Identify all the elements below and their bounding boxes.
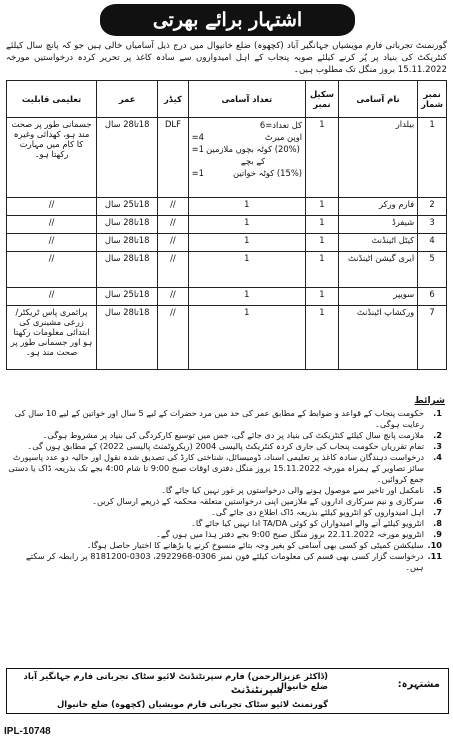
quota-line bbox=[192, 143, 303, 167]
cell-cadre: // bbox=[158, 216, 188, 234]
cell-age: 18تا28 سال bbox=[97, 306, 158, 370]
vacancies-table bbox=[6, 80, 447, 370]
cell-age: 18تا25 سال bbox=[97, 198, 158, 216]
cell-name: شیفرڈ bbox=[338, 216, 417, 234]
cell-num: 1 bbox=[188, 216, 306, 234]
condition-text: انٹرویو کیلئے آنے والے امیدواران کو کوئی TA/DA ادا نہیں کیا جائے گا۔ bbox=[191, 518, 424, 528]
footer-officer-name: (ڈاکٹر عزیزالرحمن) فارم سپرنٹنڈنٹ لائیو سٹاک تجرباتی فارم جہانگیر آباد ضلع خانیوال bbox=[23, 671, 328, 691]
condition-item bbox=[6, 518, 442, 529]
cell-num: 1 bbox=[188, 288, 306, 306]
header-age: عمر bbox=[97, 81, 158, 118]
header-name: نام آسامی bbox=[338, 81, 417, 118]
cell-qualification: // bbox=[7, 252, 97, 288]
cell-scale: 1 bbox=[306, 198, 339, 216]
footer-office: گورنمنٹ لائیو سٹاک تجرباتی فارم مویشیاں (کچھوہ) ضلع خانیوال bbox=[56, 699, 328, 709]
cell-age: 18تا28 سال bbox=[97, 216, 158, 234]
quota-label: (15%) کوٹہ خواتین bbox=[232, 168, 303, 178]
condition-item bbox=[6, 430, 442, 441]
condition-number: 8. bbox=[433, 518, 442, 528]
cell-qualification: // bbox=[7, 216, 97, 234]
cell-cadre: // bbox=[158, 252, 188, 288]
cell-age: 18تا28 سال bbox=[97, 252, 158, 288]
condition-item bbox=[6, 529, 442, 540]
cell-no: 1 bbox=[418, 118, 447, 198]
cell-name: فارم ورکر bbox=[338, 198, 417, 216]
condition-number: 3. bbox=[433, 441, 442, 451]
cell-name: ایری گیشن اٹینڈنٹ bbox=[338, 252, 417, 288]
table-row bbox=[7, 252, 447, 288]
conditions-heading: شرائط bbox=[414, 396, 445, 406]
table-row bbox=[7, 288, 447, 306]
cell-num: 1 bbox=[188, 234, 306, 252]
condition-item bbox=[6, 408, 442, 430]
condition-text: درخواست گزار کسی بھی قسم کی معلومات کیلئے فون نمبر 0306-2922968، 0303-8181200 پر رابطہ کر سکتے ہیں۔ bbox=[25, 551, 424, 572]
condition-item bbox=[6, 507, 442, 518]
quota-line bbox=[192, 167, 303, 179]
condition-text: تمام تقرریاں حکومت پنجاب کی جاری کردہ کنٹریکٹ پالیسی 2004 (ریکروٹمنٹ پالیسی 2022) کے مطابق ہوں گی۔ bbox=[27, 441, 424, 451]
cell-scale: 1 bbox=[306, 288, 339, 306]
cell-qualification: // bbox=[7, 288, 97, 306]
table-header-row bbox=[7, 81, 447, 118]
quota-count: =1 bbox=[191, 144, 204, 154]
cell-cadre: DLF bbox=[158, 118, 188, 198]
cell-age: 18تا28 سال bbox=[97, 118, 158, 198]
cell-scale: 1 bbox=[306, 252, 339, 288]
condition-number: 7. bbox=[433, 507, 442, 517]
cell-cadre: // bbox=[158, 306, 188, 370]
cell-no: 7 bbox=[418, 306, 447, 370]
cell-no: 4 bbox=[418, 234, 447, 252]
cell-num bbox=[188, 118, 306, 198]
condition-text: ملازمت پانچ سال کیلئے کنٹریکٹ کی بنیاد پر دی جائے گی، جس میں توسیع کارکردگی کی بنیاد پر مشروط ہوگی۔ bbox=[42, 430, 424, 440]
quota-count: =1 bbox=[191, 168, 204, 178]
condition-text: حکومت پنجاب کے قواعد و ضوابط کے مطابق عمر کی حد میں مرد حضرات کے لیے 5 سال اور خواتین کے لیے 10 سال کی رعایت ہوگی۔ bbox=[14, 408, 424, 429]
cell-scale: 1 bbox=[306, 216, 339, 234]
quota-label: (20%) کوٹہ بچوں ملازمین کے بچے bbox=[206, 144, 300, 166]
cell-name: ورکشاپ اٹینڈنٹ bbox=[338, 306, 417, 370]
cell-qualification: // bbox=[7, 234, 97, 252]
quota-label: اوپن میرٹ bbox=[264, 132, 303, 142]
table-row bbox=[7, 234, 447, 252]
footer-box bbox=[6, 668, 449, 714]
cell-age: 18تا28 سال bbox=[97, 234, 158, 252]
cell-no: 2 bbox=[418, 198, 447, 216]
advertiser-label: مشتہرہ: bbox=[397, 679, 440, 690]
condition-number: 9. bbox=[433, 529, 442, 539]
table-row bbox=[7, 216, 447, 234]
quota-total: کل تعداد=6 bbox=[259, 120, 303, 130]
cell-scale: 1 bbox=[306, 118, 339, 198]
table-row bbox=[7, 118, 447, 198]
header-qualification: تعلیمی قابلیت bbox=[7, 81, 97, 118]
cell-scale: 1 bbox=[306, 306, 339, 370]
cell-no: 6 bbox=[418, 288, 447, 306]
condition-item bbox=[6, 452, 442, 485]
conditions-list bbox=[6, 408, 453, 573]
condition-item bbox=[6, 540, 442, 551]
quota-line bbox=[192, 131, 303, 143]
cell-name: کیٹل اٹینڈنٹ bbox=[338, 234, 417, 252]
page-title-banner bbox=[100, 4, 355, 36]
cell-cadre: // bbox=[158, 234, 188, 252]
condition-text: سلیکشن کمیٹی کو کسی بھی آسامی کو بغیر وجہ بتائے منسوخ کرنے یا بڑھانے کا اختیار حاصل ہوگا۔ bbox=[86, 540, 424, 550]
cell-num: 1 bbox=[188, 252, 306, 288]
condition-text: نامکمل اور تاخیر سے موصول ہونے والی درخواستوں پر غور نہیں کیا جائے گا۔ bbox=[161, 485, 424, 495]
condition-text: انٹرویو مورخہ 22.11.2022 بروز منگل صبح 9:00 بجے دفتر ہذا میں ہوں گے۔ bbox=[156, 529, 424, 539]
condition-number: 4. bbox=[433, 452, 442, 462]
condition-item bbox=[6, 441, 442, 452]
condition-number: 6. bbox=[433, 496, 442, 506]
header-no: نمبر شمار bbox=[418, 81, 447, 118]
condition-item bbox=[6, 485, 442, 496]
table-row bbox=[7, 306, 447, 370]
footer-designation: سپرنٹنڈنٹ bbox=[230, 685, 283, 696]
condition-item bbox=[6, 551, 442, 573]
cell-age: 18تا25 سال bbox=[97, 288, 158, 306]
condition-number: 1. bbox=[433, 408, 442, 418]
intro-paragraph: گورنمنٹ تجرباتی فارم مویشیاں جہانگیر آباد (کچھوہ) ضلع خانیوال میں درج ذیل آسامیاں خالی ہیں جو کہ پانچ سال کیلئے کنٹریکٹ کی بنیاد پر پُر کرنے کیلئے صوبہ پنجاب کے اہل امیدواروں سے سادہ کاغذ پر تحریر کردہ درخواستیں مورخہ 15.11.2022 بروز منگل تک مطلوب ہیں۔ bbox=[6, 41, 447, 75]
cell-qualification: // bbox=[7, 198, 97, 216]
condition-text: اہل امیدواروں کو انٹرویو کیلئے بذریعہ ڈاک اطلاع دی جائے گی۔ bbox=[211, 507, 424, 517]
condition-text: سرکاری و نیم سرکاری اداروں کے ملازمین اپنی درخواستیں متعلقہ محکمہ کے ذریعے ارسال کریں۔ bbox=[92, 496, 424, 506]
header-scale: سکیل نمبر bbox=[306, 81, 339, 118]
condition-number: 11. bbox=[427, 551, 442, 561]
ipl-code: IPL-10748 bbox=[4, 726, 51, 737]
cell-qualification: جسمانی طور پر صحت مند ہو، کھدائی وغیرہ کا کام میں مہارت رکھتا ہو۔ bbox=[7, 118, 97, 198]
cell-scale: 1 bbox=[306, 234, 339, 252]
header-cadre: کیڈر bbox=[158, 81, 188, 118]
condition-number: 2. bbox=[433, 430, 442, 440]
cell-num: 1 bbox=[188, 198, 306, 216]
cell-no: 3 bbox=[418, 216, 447, 234]
condition-text: درخواست دہندگان سادہ کاغذ پر تعلیمی اسناد، ڈومیسائل، شناختی کارڈ کی تصدیق شدہ نقول اور حالیہ دو عدد پاسپورٹ سائز تصاویر کے ہمراہ مورخہ 15.11.2022 بروز منگل دفتری اوقات صبح 9:00 تا شام 4:00 بجے تک بذریعہ ڈاک یا دستی جمع کروائیں۔ bbox=[8, 452, 424, 484]
header-num: تعداد آسامی bbox=[188, 81, 306, 118]
cell-qualification: پرائمری پاس ٹریکٹر/زرعی مشینری کی ابتدائی معلومات رکھتا ہو اور جسمانی طور پر صحت مند ہو۔ bbox=[7, 306, 97, 370]
page-title: اشتہار برائے بھرتی bbox=[152, 9, 303, 31]
cell-name: سویپر bbox=[338, 288, 417, 306]
cell-no: 5 bbox=[418, 252, 447, 288]
cell-name: بیلدار bbox=[338, 118, 417, 198]
cell-cadre: // bbox=[158, 288, 188, 306]
condition-number: 5. bbox=[433, 485, 442, 495]
cell-cadre: // bbox=[158, 198, 188, 216]
condition-number: 10. bbox=[427, 540, 442, 550]
condition-item bbox=[6, 496, 442, 507]
cell-num: 1 bbox=[188, 306, 306, 370]
quota-count: =4 bbox=[191, 132, 204, 142]
table-row bbox=[7, 198, 447, 216]
